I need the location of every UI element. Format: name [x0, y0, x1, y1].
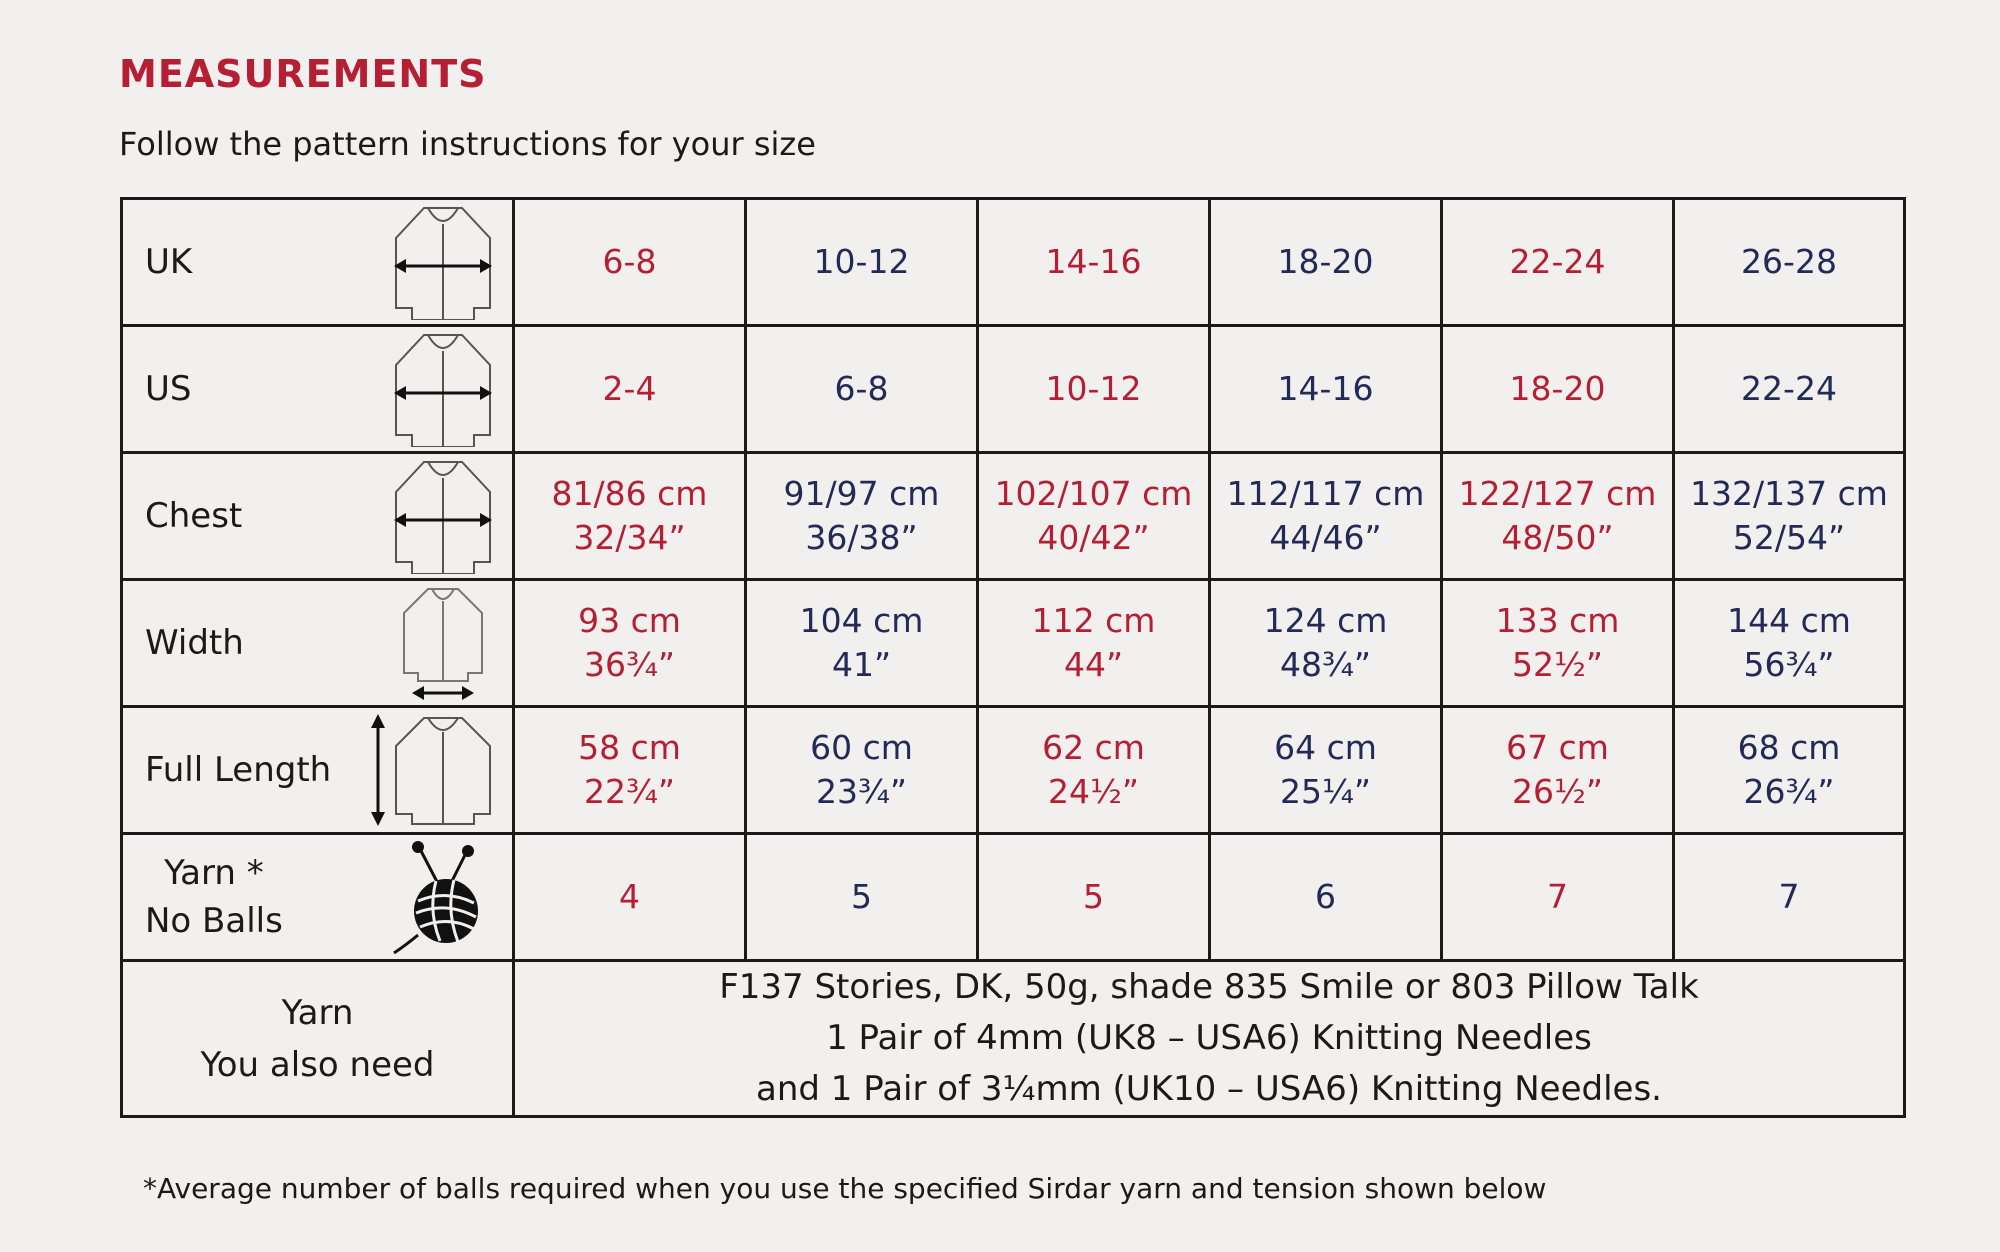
table-row-uk: [122, 199, 1905, 326]
row-header-chest: [122, 453, 514, 580]
imperial-value: 36¾”: [583, 645, 676, 684]
table-row-yarn-balls: [122, 834, 1905, 961]
garment-chest-arrow-icon: [388, 204, 498, 320]
metric-value: 68 cm: [1737, 728, 1841, 767]
imperial-value: 52½”: [1511, 645, 1604, 684]
row-label-line: You also need: [200, 1044, 435, 1085]
balls-cell: 5: [746, 834, 978, 961]
metric-value: 112 cm: [1031, 601, 1156, 640]
measurements-table: [120, 197, 1906, 1118]
size-cell: 22-24: [1674, 326, 1905, 453]
measurement-cell: [978, 453, 1210, 580]
measurement-cell: [1674, 707, 1905, 834]
balls-cell: 6: [1210, 834, 1442, 961]
imperial-value: 26½”: [1511, 772, 1604, 811]
measurement-cell: [1442, 707, 1674, 834]
metric-value: 67 cm: [1506, 728, 1609, 767]
measurement-cell: [978, 580, 1210, 707]
metric-value: 133 cm: [1495, 601, 1620, 640]
table-row-full-length: [122, 707, 1905, 834]
row-label: Width: [145, 623, 244, 663]
row-header-yarn-balls: [122, 834, 514, 961]
size-cell: 26-28: [1674, 199, 1905, 326]
row-label: [145, 849, 283, 945]
row-header-full-length: [122, 707, 514, 834]
row-header-yarn-requirements: [122, 961, 514, 1117]
imperial-value: 44/46”: [1269, 518, 1382, 557]
row-label-line: Yarn *: [164, 853, 264, 893]
imperial-value: 32/34”: [573, 518, 686, 557]
yarn-ball-needles-icon: [388, 839, 498, 955]
row-label: UK: [145, 242, 193, 282]
measurement-cell: [746, 580, 978, 707]
measurement-cell: [514, 580, 746, 707]
row-label-line: No Balls: [145, 901, 283, 941]
table-row-width: [122, 580, 1905, 707]
measurement-cell: [1442, 580, 1674, 707]
imperial-value: 36/38”: [805, 518, 918, 557]
imperial-value: 48/50”: [1501, 518, 1614, 557]
row-label: US: [145, 369, 192, 409]
measurement-cell: [746, 453, 978, 580]
requirement-line: 1 Pair of 4mm (UK8 – USA6) Knitting Needles: [826, 1018, 1592, 1058]
measurement-cell: [978, 707, 1210, 834]
size-cell: 2-4: [514, 326, 746, 453]
size-cell: 18-20: [1210, 199, 1442, 326]
balls-cell: 4: [514, 834, 746, 961]
row-header-us: [122, 326, 514, 453]
balls-cell: 7: [1674, 834, 1905, 961]
footnote: *Average number of balls required when you use the specified Sirdar yarn and tension shown below: [143, 1172, 1547, 1205]
metric-value: 144 cm: [1727, 601, 1851, 640]
row-header-width: [122, 580, 514, 707]
size-cell: 6-8: [514, 199, 746, 326]
measurement-cell: [746, 707, 978, 834]
metric-value: 124 cm: [1263, 601, 1388, 640]
imperial-value: 40/42”: [1037, 518, 1150, 557]
metric-value: 60 cm: [810, 728, 913, 767]
garment-chest-arrow-icon: [388, 458, 498, 574]
metric-value: 91/97 cm: [783, 474, 940, 513]
page-subtitle: Follow the pattern instructions for your size: [119, 125, 816, 163]
imperial-value: 41”: [831, 645, 892, 684]
metric-value: 104 cm: [799, 601, 924, 640]
garment-chest-arrow-icon: [388, 331, 498, 447]
row-label: Full Length: [145, 750, 332, 790]
garment-width-arrow-icon: [388, 585, 498, 701]
size-cell: 18-20: [1442, 326, 1674, 453]
imperial-value: 26¾”: [1743, 772, 1835, 811]
table-row-us: [122, 326, 1905, 453]
measurement-cell: [514, 707, 746, 834]
measurement-cell: [1210, 580, 1442, 707]
page-title: MEASUREMENTS: [119, 52, 487, 96]
size-cell: 10-12: [978, 326, 1210, 453]
balls-cell: 7: [1442, 834, 1674, 961]
measurement-cell: [1674, 453, 1905, 580]
metric-value: 112/117 cm: [1226, 474, 1425, 513]
size-cell: 14-16: [1210, 326, 1442, 453]
metric-value: 58 cm: [578, 728, 681, 767]
imperial-value: 52/54”: [1732, 518, 1846, 557]
row-header-uk: [122, 199, 514, 326]
measurement-cell: [1210, 707, 1442, 834]
metric-value: 93 cm: [578, 601, 681, 640]
balls-cell: 5: [978, 834, 1210, 961]
row-label-line: Yarn: [281, 992, 354, 1033]
imperial-value: 24½”: [1047, 772, 1140, 811]
measurement-cell: [1674, 580, 1905, 707]
metric-value: 81/86 cm: [551, 474, 708, 513]
table-row-chest: [122, 453, 1905, 580]
yarn-requirements-cell: [514, 961, 1905, 1117]
row-label: Chest: [145, 496, 243, 536]
size-cell: 22-24: [1442, 199, 1674, 326]
imperial-value: 25¼”: [1279, 772, 1372, 811]
imperial-value: 48¾”: [1279, 645, 1372, 684]
garment-length-arrow-icon: [368, 712, 498, 828]
metric-value: 102/107 cm: [994, 474, 1193, 513]
metric-value: 122/127 cm: [1458, 474, 1657, 513]
metric-value: 62 cm: [1042, 728, 1145, 767]
imperial-value: 23¾”: [815, 772, 908, 811]
measurement-cell: [514, 453, 746, 580]
table-row-yarn-requirements: [122, 961, 1905, 1117]
requirement-line: F137 Stories, DK, 50g, shade 835 Smile or 803 Pillow Talk: [719, 967, 1699, 1007]
metric-value: 132/137 cm: [1690, 474, 1888, 513]
requirement-line: and 1 Pair of 3¼mm (UK10 – USA6) Knitting Needles.: [756, 1069, 1662, 1109]
metric-value: 64 cm: [1274, 728, 1377, 767]
imperial-value: 56¾”: [1743, 645, 1835, 684]
imperial-value: 44”: [1063, 645, 1124, 684]
measurement-cell: [1210, 453, 1442, 580]
size-cell: 14-16: [978, 199, 1210, 326]
size-cell: 6-8: [746, 326, 978, 453]
imperial-value: 22¾”: [583, 772, 676, 811]
measurement-cell: [1442, 453, 1674, 580]
size-cell: 10-12: [746, 199, 978, 326]
